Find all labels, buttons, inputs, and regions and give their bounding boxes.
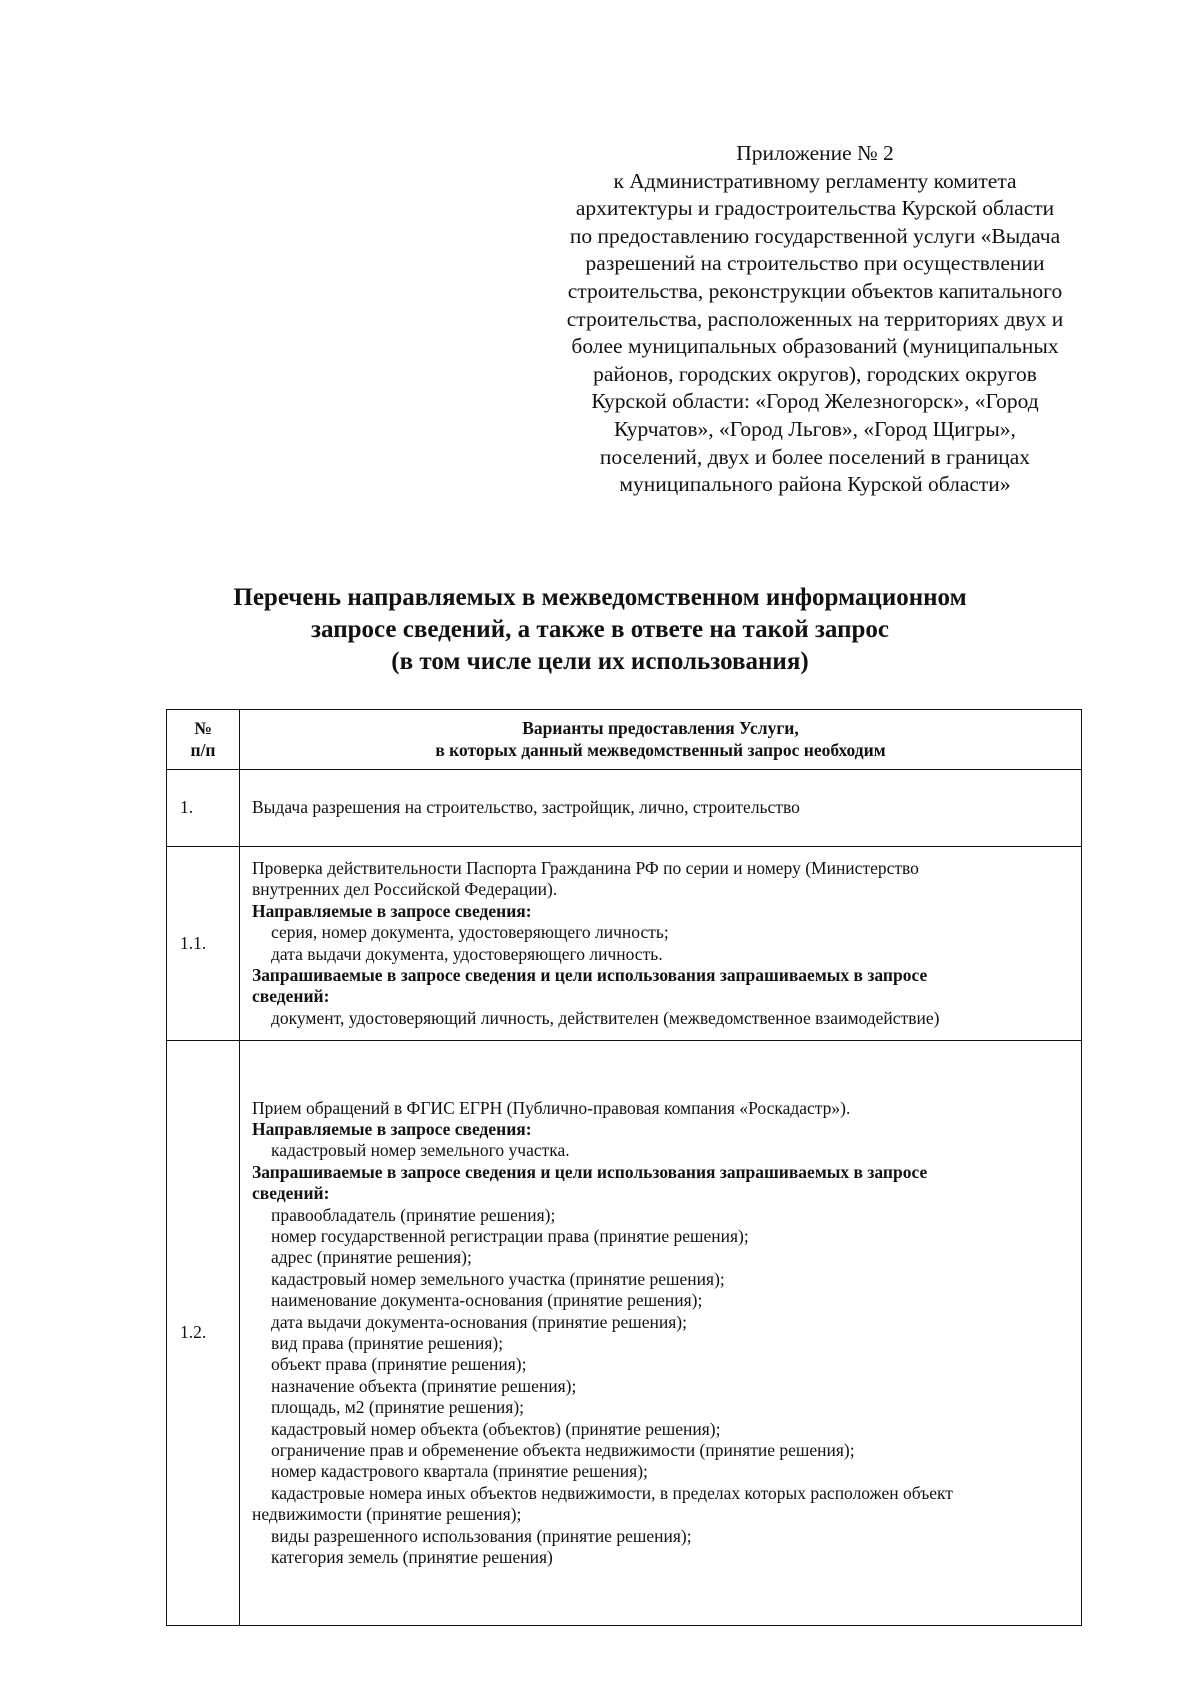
title-line: Перечень направляемых в межведомственном информационном bbox=[233, 584, 967, 611]
requested-info-heading: Запрашиваемые в запросе сведения и цели использования запрашиваемых в запросе bbox=[252, 964, 928, 985]
requested-info-item: вид права (принятие решения); bbox=[271, 1333, 504, 1353]
row-text-line: Выдача разрешения на строительство, застройщик, лично, строительство bbox=[252, 797, 800, 818]
requested-info-item: ограничение прав и обременение объекта недвижимости (принятие решения); bbox=[271, 1440, 855, 1461]
requested-info-item: номер кадастрового квартала (принятие решения); bbox=[271, 1461, 648, 1482]
row-number: 1. bbox=[167, 770, 240, 847]
requested-info-item: объект права (принятие решения); bbox=[271, 1354, 527, 1375]
row-number: 1.2. bbox=[167, 1041, 240, 1626]
appendix-line: к Административному регламенту комитета bbox=[613, 168, 1017, 193]
document-title bbox=[150, 582, 1050, 678]
header-variants-line: Варианты предоставления Услуги, bbox=[522, 718, 799, 739]
appendix-line: поселений, двух и более поселений в границах bbox=[599, 444, 1031, 469]
sent-info-item: дата выдачи документа, удостоверяющего личность. bbox=[271, 943, 663, 964]
appendix-line: районов, городских округов), городских округов bbox=[593, 361, 1037, 386]
appendix-line: строительства, реконструкции объектов капитального bbox=[567, 278, 1063, 303]
row-text-line: Прием обращений в ФГИС ЕГРН (Публично-правовая компания «Роскадастр»). bbox=[252, 1097, 851, 1118]
appendix-header bbox=[545, 140, 1085, 499]
requested-info-heading: сведений: bbox=[252, 1183, 330, 1204]
sent-info-heading: Направляемые в запросе сведения: bbox=[252, 900, 532, 921]
header-variants-line: в которых данный межведомственный запрос необходим bbox=[435, 739, 886, 760]
row-number: 1.1. bbox=[167, 847, 240, 1041]
appendix-line: Курской области: «Город Железногорск», «Город bbox=[591, 389, 1039, 414]
requested-info-heading: Запрашиваемые в запросе сведения и цели использования запрашиваемых в запросе bbox=[252, 1161, 928, 1182]
header-num-cell bbox=[167, 710, 240, 770]
appendix-line: муниципального района Курской области» bbox=[619, 472, 1011, 497]
row-text bbox=[240, 770, 1082, 847]
requested-info-item: номер государственной регистрации права (принятие решения); bbox=[271, 1225, 749, 1246]
sent-info-item: серия, номер документа, удостоверяющего личность; bbox=[271, 922, 669, 943]
row-text-line: Проверка действительности Паспорта Гражданина РФ по серии и номеру (Министерство bbox=[252, 857, 919, 878]
appendix-line: более муниципальных образований (муниципальных bbox=[571, 334, 1059, 359]
sent-info-heading: Направляемые в запросе сведения: bbox=[252, 1118, 532, 1139]
requests-table bbox=[166, 709, 1082, 1626]
requested-info-item: адрес (принятие решения); bbox=[271, 1247, 472, 1268]
header-num-symbol: № bbox=[194, 718, 212, 739]
header-variants-cell bbox=[240, 710, 1082, 770]
table-row bbox=[167, 1041, 1082, 1626]
appendix-line: Приложение № 2 bbox=[736, 141, 894, 165]
requested-info-item: виды разрешенного использования (принятие решения); bbox=[271, 1525, 692, 1546]
appendix-line: архитектуры и градостроительства Курской области bbox=[575, 196, 1055, 221]
row-text bbox=[240, 847, 1082, 1041]
requested-info-item: кадастровый номер объекта (объектов) (принятие решения); bbox=[271, 1418, 721, 1439]
requested-info-item: дата выдачи документа-основания (принятие решения); bbox=[271, 1311, 687, 1332]
requested-info-item: кадастровые номера иных объектов недвижимости, в пределах которых расположен объект bbox=[271, 1482, 953, 1503]
requested-info-item: правообладатель (принятие решения); bbox=[271, 1204, 556, 1225]
requested-info-item: кадастровый номер земельного участка (принятие решения); bbox=[271, 1268, 725, 1289]
row-text-line: внутренних дел Российской Федерации). bbox=[252, 879, 558, 900]
appendix-line: по предоставлению государственной услуги «Выдача bbox=[569, 223, 1061, 248]
sent-info-item: кадастровый номер земельного участка. bbox=[271, 1140, 570, 1161]
requested-info-item: назначение объекта (принятие решения); bbox=[271, 1375, 577, 1396]
requested-info-item: площадь, м2 (принятие решения); bbox=[271, 1397, 525, 1418]
requested-info-item-continuation: недвижимости (принятие решения); bbox=[252, 1504, 522, 1525]
requested-info-item: документ, удостоверяющий личность, действителен (межведомственное взаимодействие) bbox=[271, 1007, 940, 1028]
title-line: (в том числе цели их использования) bbox=[391, 648, 809, 675]
appendix-line: Курчатов», «Город Льгов», «Город Щигры», bbox=[614, 416, 1016, 441]
requested-info-item: наименование документа-основания (принятие решения); bbox=[271, 1290, 703, 1311]
row-text bbox=[240, 1041, 1082, 1626]
table-header-row bbox=[167, 710, 1082, 770]
appendix-line: строительства, расположенных на территориях двух и bbox=[566, 306, 1064, 331]
title-line: запросе сведений, а также в ответе на такой запрос bbox=[311, 616, 889, 643]
appendix-line: разрешений на строительство при осуществлении bbox=[585, 251, 1045, 276]
requested-info-item: категория земель (принятие решения) bbox=[271, 1547, 553, 1568]
header-num-label: п/п bbox=[190, 739, 216, 760]
table-row bbox=[167, 847, 1082, 1041]
requested-info-heading: сведений: bbox=[252, 986, 330, 1007]
table-row bbox=[167, 770, 1082, 847]
